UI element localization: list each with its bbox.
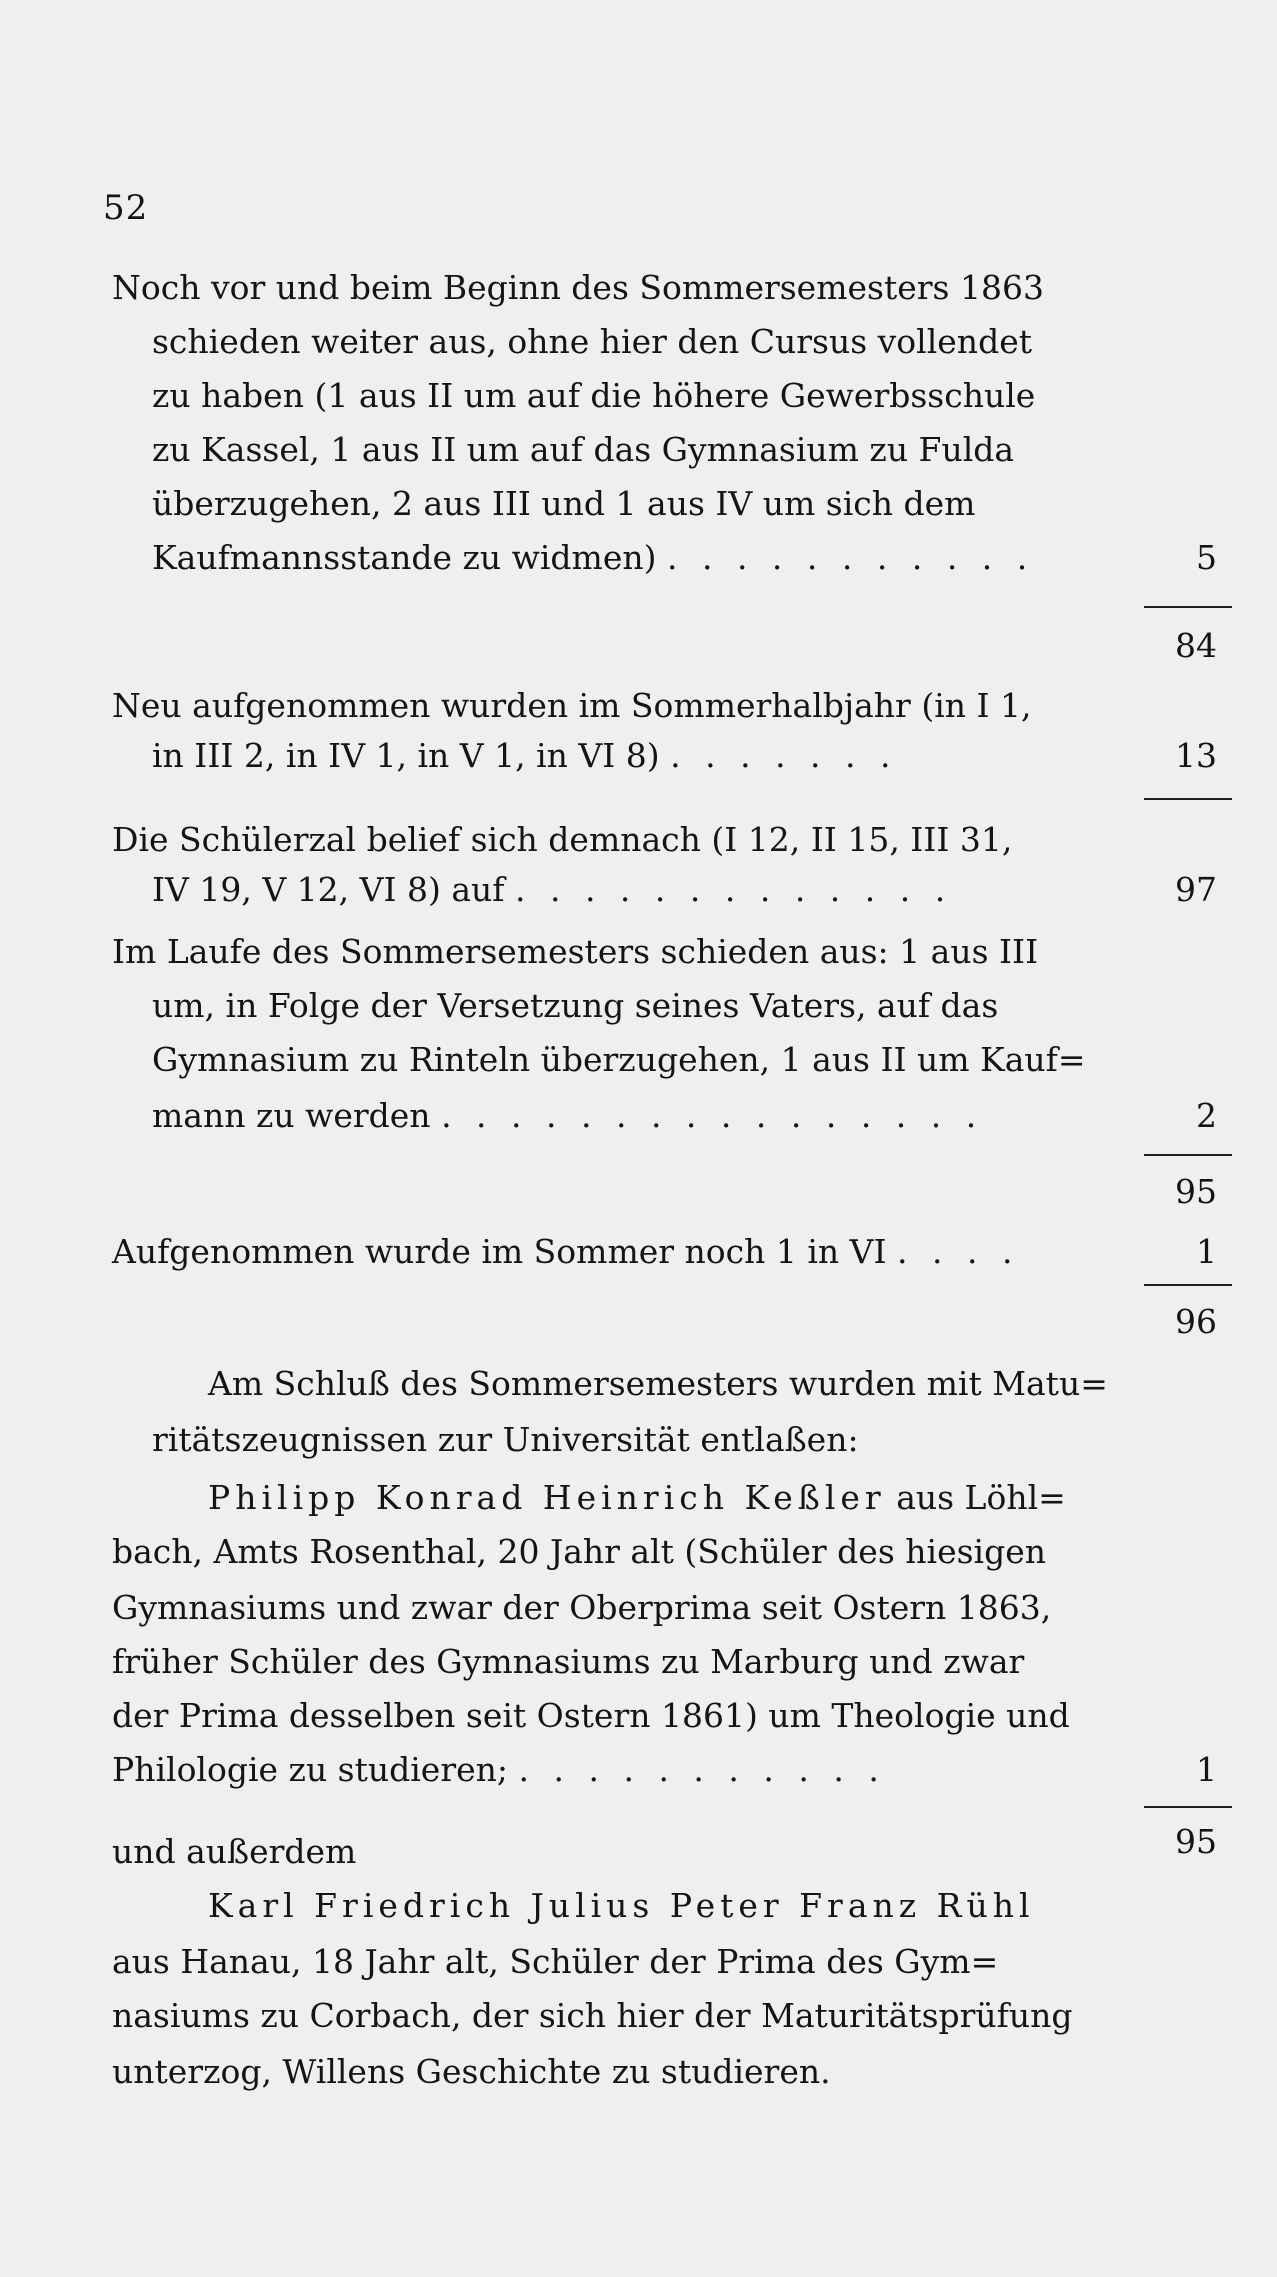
text-segment: IV 19, V 12, VI 8) auf — [152, 870, 505, 909]
text-segment: Aufgenommen wurde im Sommer noch 1 in VI — [112, 1232, 887, 1271]
count-value: 1 — [1196, 1232, 1217, 1271]
sum-rule — [1144, 1154, 1232, 1156]
text-line: Noch vor und beim Beginn des Sommersemesters 1863 — [112, 268, 1044, 307]
text-line — [152, 538, 1252, 578]
text-line: um, in Folge der Versetzung seines Vaters, auf das — [152, 986, 999, 1025]
text-line: unterzog, Willens Geschichte zu studieren. — [112, 2052, 831, 2091]
text-line — [208, 1478, 1277, 1518]
text-line — [152, 870, 1252, 910]
leader-dots: . . . . . . . . . . . . . — [514, 870, 953, 909]
text-segment: aus Löhl= — [896, 1478, 1066, 1517]
text-line: Im Laufe des Sommersemesters schieden aus: 1 aus III — [112, 932, 1039, 971]
text-segment: in III 2, in IV 1, in V 1, in VI 8) — [152, 736, 660, 775]
sum-value: 84 — [1175, 626, 1217, 665]
leader-dots: . . . . . . . . . . . . . . . . — [441, 1096, 984, 1135]
text-line: und außerdem — [112, 1832, 357, 1871]
count-value: 97 — [1175, 870, 1217, 909]
text-segment: Philologie zu studieren; — [112, 1750, 509, 1789]
text-line — [112, 1232, 1212, 1272]
text-line: der Prima desselben seit Ostern 1861) um Theologie und — [112, 1696, 1070, 1735]
text-line: Die Schülerzal belief sich demnach (I 12, II 15, III 31, — [112, 820, 1013, 859]
text-line: schieden weiter aus, ohne hier den Cursus vollendet — [152, 322, 1032, 361]
text-line: zu haben (1 aus II um auf die höhere Gewerbsschule — [152, 376, 1036, 415]
person-name: Philipp Konrad Heinrich Keßler — [208, 1478, 886, 1517]
sum-rule — [1144, 1806, 1232, 1808]
sum-rule — [1144, 798, 1232, 800]
sum-rule — [1144, 1284, 1232, 1286]
text-line: zu Kassel, 1 aus II um auf das Gymnasium zu Fulda — [152, 430, 1015, 469]
leader-dots: . . . . . . . — [670, 736, 898, 775]
count-value: 13 — [1175, 736, 1217, 775]
sum-value: 95 — [1175, 1172, 1217, 1211]
person-name: Karl Friedrich Julius Peter Franz Rühl — [208, 1886, 1035, 1925]
leader-dots: . . . . . . . . . . . — [518, 1750, 886, 1789]
leader-dots: . . . . . . . . . . . — [666, 538, 1035, 577]
text-line — [152, 736, 1252, 776]
text-line: nasiums zu Corbach, der sich hier der Maturitätsprüfung — [112, 1996, 1073, 2035]
text-line: aus Hanau, 18 Jahr alt, Schüler der Prima des Gym= — [112, 1942, 999, 1981]
text-line: Am Schluß des Sommersemesters wurden mit Matu= — [208, 1364, 1108, 1403]
text-line: Gymnasiums und zwar der Oberprima seit Ostern 1863, — [112, 1588, 1052, 1627]
count-value: 2 — [1196, 1096, 1217, 1135]
text-line: bach, Amts Rosenthal, 20 Jahr alt (Schüler des hiesigen — [112, 1532, 1046, 1571]
count-value: 1 — [1196, 1750, 1217, 1789]
sum-value: 96 — [1175, 1302, 1217, 1341]
text-line — [112, 1750, 1212, 1790]
text-line — [152, 1096, 1252, 1136]
leader-dots: . . . . — [897, 1232, 1020, 1271]
sum-rule — [1144, 606, 1232, 608]
page-number: 52 — [103, 188, 149, 228]
text-line: ritätszeugnissen zur Universität entlaßen: — [152, 1420, 859, 1459]
text-segment: mann zu werden — [152, 1096, 431, 1135]
text-line: früher Schüler des Gymnasiums zu Marburg und zwar — [112, 1642, 1025, 1681]
text-line: Neu aufgenommen wurden im Sommerhalbjahr (in I 1, — [112, 686, 1032, 725]
text-line: Gymnasium zu Rinteln überzugehen, 1 aus II um Kauf= — [152, 1040, 1086, 1079]
sum-value: 95 — [1175, 1822, 1217, 1861]
text-line: überzugehen, 2 aus III und 1 aus IV um sich dem — [152, 484, 976, 523]
count-value: 5 — [1196, 538, 1217, 577]
text-segment: Kaufmannsstande zu widmen) — [152, 538, 657, 577]
